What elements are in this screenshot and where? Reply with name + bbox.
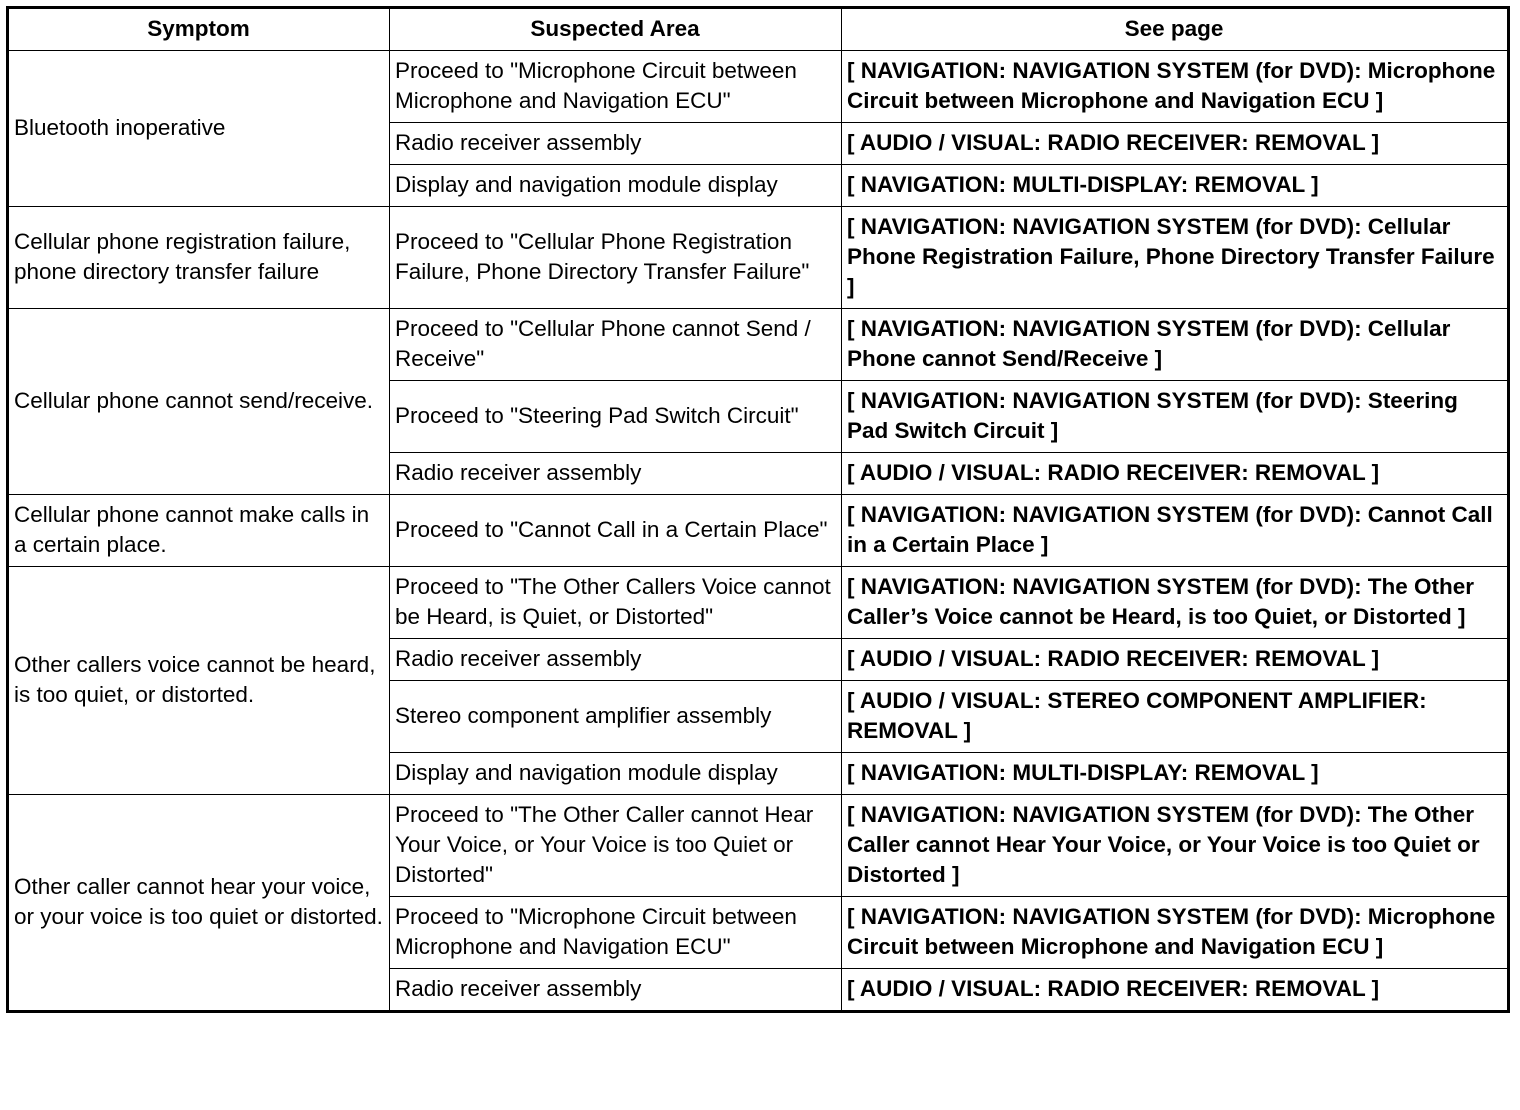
table-row bbox=[8, 51, 1509, 123]
see-page-link[interactable]: [ NAVIGATION: NAVIGATION SYSTEM (for DVD): The Other Caller’s Voice cannot be Heard, is too Quiet, or Distorted ] bbox=[842, 567, 1509, 639]
see-page-link[interactable]: [ NAVIGATION: MULTI-DISPLAY: REMOVAL ] bbox=[842, 753, 1509, 795]
suspected-area-cell: Proceed to "Cellular Phone Registration Failure, Phone Directory Transfer Failure" bbox=[390, 207, 842, 309]
suspected-area-cell: Display and navigation module display bbox=[390, 753, 842, 795]
see-page-link[interactable]: [ NAVIGATION: NAVIGATION SYSTEM (for DVD): Cannot Call in a Certain Place ] bbox=[842, 495, 1509, 567]
suspected-area-cell: Display and navigation module display bbox=[390, 165, 842, 207]
symptom-cell: Cellular phone cannot send/receive. bbox=[8, 309, 390, 495]
suspected-area-cell: Proceed to "The Other Callers Voice cannot be Heard, is Quiet, or Distorted" bbox=[390, 567, 842, 639]
suspected-area-cell: Stereo component amplifier assembly bbox=[390, 681, 842, 753]
symptom-cell: Cellular phone cannot make calls in a certain place. bbox=[8, 495, 390, 567]
table-row bbox=[8, 495, 1509, 567]
suspected-area-cell: Radio receiver assembly bbox=[390, 969, 842, 1012]
see-page-link[interactable]: [ NAVIGATION: NAVIGATION SYSTEM (for DVD): The Other Caller cannot Hear Your Voice, or Your Voice is too Quiet or Distorted ] bbox=[842, 795, 1509, 897]
table-row bbox=[8, 207, 1509, 309]
header-suspected-area: Suspected Area bbox=[390, 8, 842, 51]
symptom-cell: Cellular phone registration failure, phone directory transfer failure bbox=[8, 207, 390, 309]
symptom-cell: Bluetooth inoperative bbox=[8, 51, 390, 207]
table-row bbox=[8, 795, 1509, 897]
see-page-link[interactable]: [ NAVIGATION: NAVIGATION SYSTEM (for DVD): Microphone Circuit between Microphone and Navigation ECU ] bbox=[842, 897, 1509, 969]
problem-symptoms-table bbox=[6, 6, 1510, 1013]
suspected-area-cell: Proceed to "Cannot Call in a Certain Place" bbox=[390, 495, 842, 567]
header-see-page: See page bbox=[842, 8, 1509, 51]
symptom-cell: Other caller cannot hear your voice, or your voice is too quiet or distorted. bbox=[8, 795, 390, 1012]
symptom-cell: Other callers voice cannot be heard, is too quiet, or distorted. bbox=[8, 567, 390, 795]
suspected-area-cell: Radio receiver assembly bbox=[390, 453, 842, 495]
see-page-link[interactable]: [ AUDIO / VISUAL: RADIO RECEIVER: REMOVAL ] bbox=[842, 639, 1509, 681]
see-page-link[interactable]: [ AUDIO / VISUAL: RADIO RECEIVER: REMOVAL ] bbox=[842, 123, 1509, 165]
suspected-area-cell: Radio receiver assembly bbox=[390, 639, 842, 681]
table-header-row bbox=[8, 8, 1509, 51]
header-symptom: Symptom bbox=[8, 8, 390, 51]
suspected-area-cell: Proceed to "Microphone Circuit between Microphone and Navigation ECU" bbox=[390, 51, 842, 123]
see-page-link[interactable]: [ NAVIGATION: NAVIGATION SYSTEM (for DVD): Microphone Circuit between Microphone and Navigation ECU ] bbox=[842, 51, 1509, 123]
see-page-link[interactable]: [ NAVIGATION: NAVIGATION SYSTEM (for DVD): Steering Pad Switch Circuit ] bbox=[842, 381, 1509, 453]
suspected-area-cell: Radio receiver assembly bbox=[390, 123, 842, 165]
suspected-area-cell: Proceed to "The Other Caller cannot Hear Your Voice, or Your Voice is too Quiet or Distorted" bbox=[390, 795, 842, 897]
table-row bbox=[8, 567, 1509, 639]
see-page-link[interactable]: [ AUDIO / VISUAL: RADIO RECEIVER: REMOVAL ] bbox=[842, 969, 1509, 1012]
suspected-area-cell: Proceed to "Steering Pad Switch Circuit" bbox=[390, 381, 842, 453]
suspected-area-cell: Proceed to "Cellular Phone cannot Send / Receive" bbox=[390, 309, 842, 381]
suspected-area-cell: Proceed to "Microphone Circuit between Microphone and Navigation ECU" bbox=[390, 897, 842, 969]
see-page-link[interactable]: [ AUDIO / VISUAL: STEREO COMPONENT AMPLIFIER: REMOVAL ] bbox=[842, 681, 1509, 753]
table-row bbox=[8, 309, 1509, 381]
see-page-link[interactable]: [ NAVIGATION: NAVIGATION SYSTEM (for DVD): Cellular Phone cannot Send/Receive ] bbox=[842, 309, 1509, 381]
see-page-link[interactable]: [ NAVIGATION: MULTI-DISPLAY: REMOVAL ] bbox=[842, 165, 1509, 207]
see-page-link[interactable]: [ NAVIGATION: NAVIGATION SYSTEM (for DVD): Cellular Phone Registration Failure, Phone Directory Transfer Failure ] bbox=[842, 207, 1509, 309]
see-page-link[interactable]: [ AUDIO / VISUAL: RADIO RECEIVER: REMOVAL ] bbox=[842, 453, 1509, 495]
